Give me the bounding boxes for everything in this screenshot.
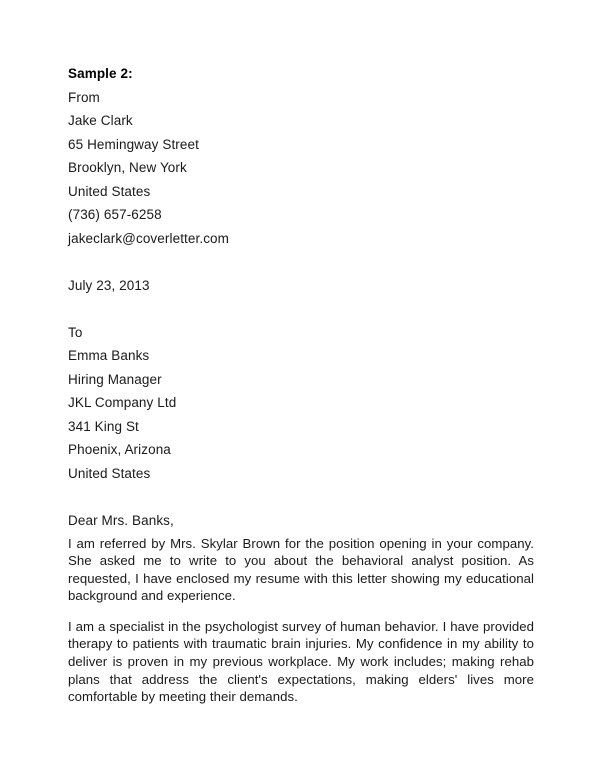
- recipient-title: Hiring Manager: [68, 371, 162, 387]
- spacer-before-date: [68, 250, 534, 274]
- body-paragraph-1: I am referred by Mrs. Skylar Brown for the position opening in your company. She asked me to write to you about the behavioral analyst position. As requested, I have enclosed my resume with this letter showing my educational background and experience.: [68, 535, 534, 604]
- recipient-name: Emma Banks: [68, 348, 150, 363]
- letter-date: July 23, 2013: [68, 277, 150, 293]
- sender-phone: (736) 657-6258: [68, 207, 162, 222]
- spacer-before-recipient: [68, 297, 534, 321]
- recipient-company: JKL Company Ltd: [68, 395, 177, 410]
- sender-email: jakeclark@coverletter.com: [68, 230, 230, 246]
- spacer-before-salutation: [68, 485, 534, 509]
- cover-letter-body: [68, 62, 534, 706]
- sender-city-state: Brooklyn, New York: [68, 160, 187, 175]
- page-title: Sample 2:: [68, 66, 133, 81]
- recipient-street: 341 King St: [68, 418, 139, 434]
- sender-label: From: [68, 89, 100, 105]
- recipient-country: United States: [68, 465, 151, 481]
- body-paragraph-2: I am a specialist in the psychologist survey of human behavior. I have provided therapy to patients with traumatic brain injuries. My confidence in my ability to deliver is proven in my previous workplace. My work includes; making rehab plans that address the client's expectations, making elders' lives more comfortable by meeting their demands.: [68, 618, 534, 705]
- sender-name: Jake Clark: [68, 113, 133, 128]
- sender-street: 65 Hemingway Street: [68, 136, 199, 152]
- recipient-city-state: Phoenix, Arizona: [68, 442, 171, 457]
- recipient-label: To: [68, 324, 83, 340]
- sender-country: United States: [68, 183, 151, 199]
- salutation: Dear Mrs. Banks,: [68, 513, 174, 528]
